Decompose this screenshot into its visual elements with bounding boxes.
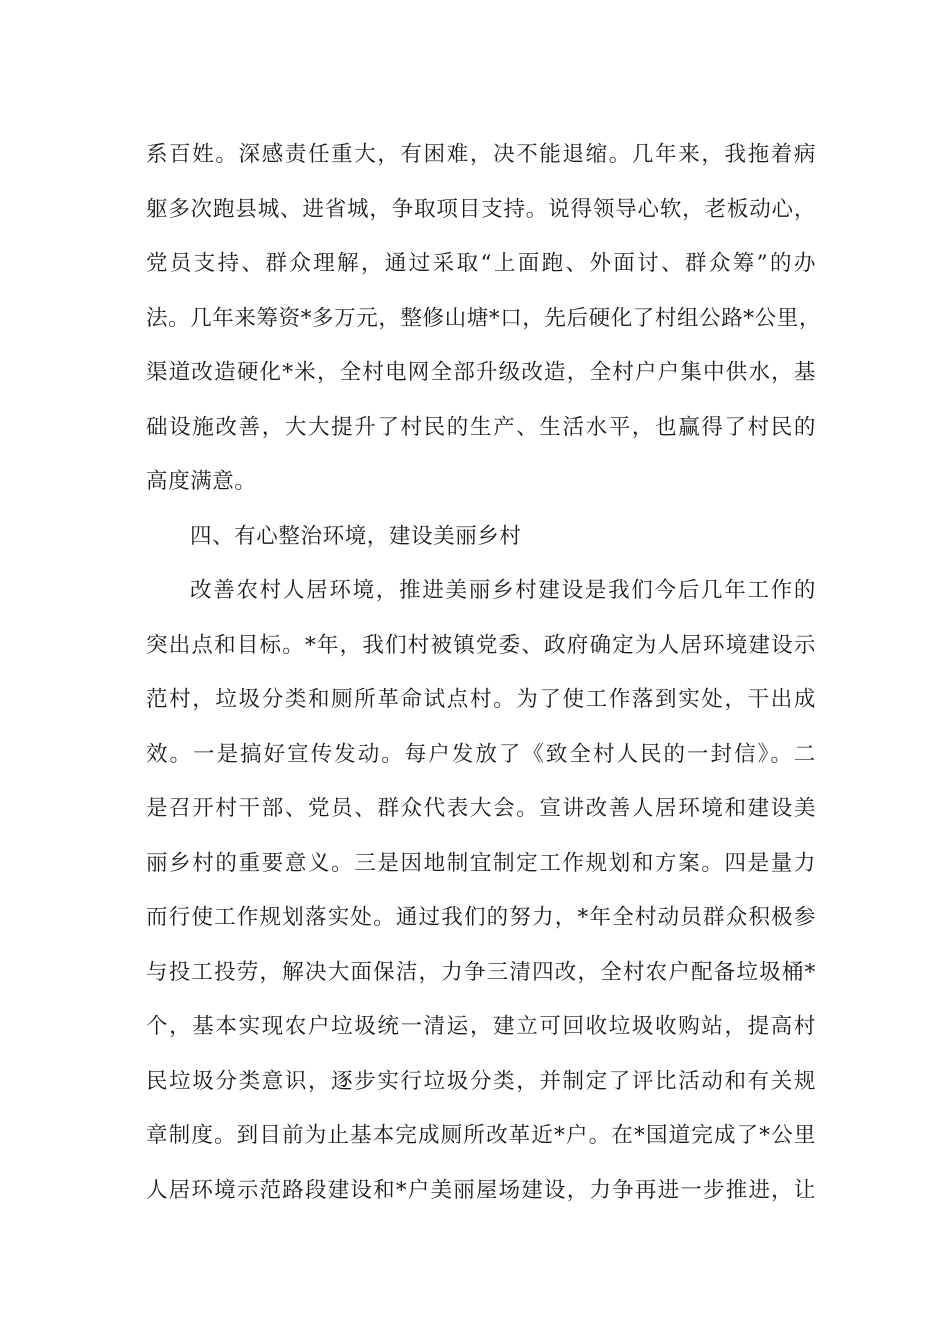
paragraph-line: 人居环境示范路段建设和*户美丽屋场建设，力争再进一步推进，让 <box>146 1177 816 1203</box>
paragraph-line: 法。几年来筹资*多万元，整修山塘*口，先后硬化了村组公路*公里， <box>146 305 821 331</box>
paragraph-line: 章制度。到目前为止基本完成厕所改革近*户。在*国道完成了*公里 <box>146 1123 816 1148</box>
paragraph-line: 个，基本实现农户垃圾统一清运，建立可回收垃圾收购站，提高村 <box>146 1014 816 1039</box>
paragraph-line: 而行使工作规划落实处。通过我们的努力，*年全村动员群众积极参 <box>146 905 816 930</box>
paragraph-line: 范村，垃圾分类和厕所革命试点村。为了使工作落到实处，干出成 <box>146 687 816 712</box>
paragraph-line: 躯多次跑县城、进省城，争取项目支持。说得领导心软，老板动心， <box>146 196 816 222</box>
paragraph-line: 高度满意。 <box>146 469 257 494</box>
paragraph-line: 丽乡村的重要意义。三是因地制宜制定工作规划和方案。四是量力 <box>146 850 816 876</box>
paragraph-line: 效。一是搞好宣传发动。每户发放了《致全村人民的一封信》。二 <box>146 741 816 767</box>
paragraph-2 <box>146 564 816 1218</box>
paragraph-1 <box>146 128 821 510</box>
paragraph-line: 民垃圾分类意识，逐步实行垃圾分类，并制定了评比活动和有关规 <box>146 1068 816 1094</box>
paragraph-line: 是召开村干部、党员、群众代表大会。宣讲改善人居环境和建设美 <box>146 796 816 821</box>
paragraph-line: 突出点和目标。*年，我们村被镇党委、政府确定为人居环境建设示 <box>146 632 816 658</box>
section-heading: 四、有心整治环境，建设美丽乡村 <box>190 523 522 549</box>
paragraph-line: 渠道改造硬化*米，全村电网全部升级改造，全村户户集中供水，基 <box>146 360 816 385</box>
document-body <box>146 128 821 1218</box>
paragraph-line: 础设施改善，大大提升了村民的生产、生活水平，也赢得了村民的 <box>146 414 816 440</box>
paragraph-line: 与投工投劳，解决大面保洁，力争三清四改，全村农户配备垃圾桶* <box>146 959 816 985</box>
paragraph-line: 改善农村人居环境，推进美丽乡村建设是我们今后几年工作的 <box>190 578 816 603</box>
paragraph-line: 系百姓。深感责任重大，有困难，决不能退缩。几年来，我拖着病 <box>146 142 816 167</box>
paragraph-line: 党员支持、群众理解，通过采取“上面跑、外面讨、群众筹”的办 <box>146 251 816 276</box>
